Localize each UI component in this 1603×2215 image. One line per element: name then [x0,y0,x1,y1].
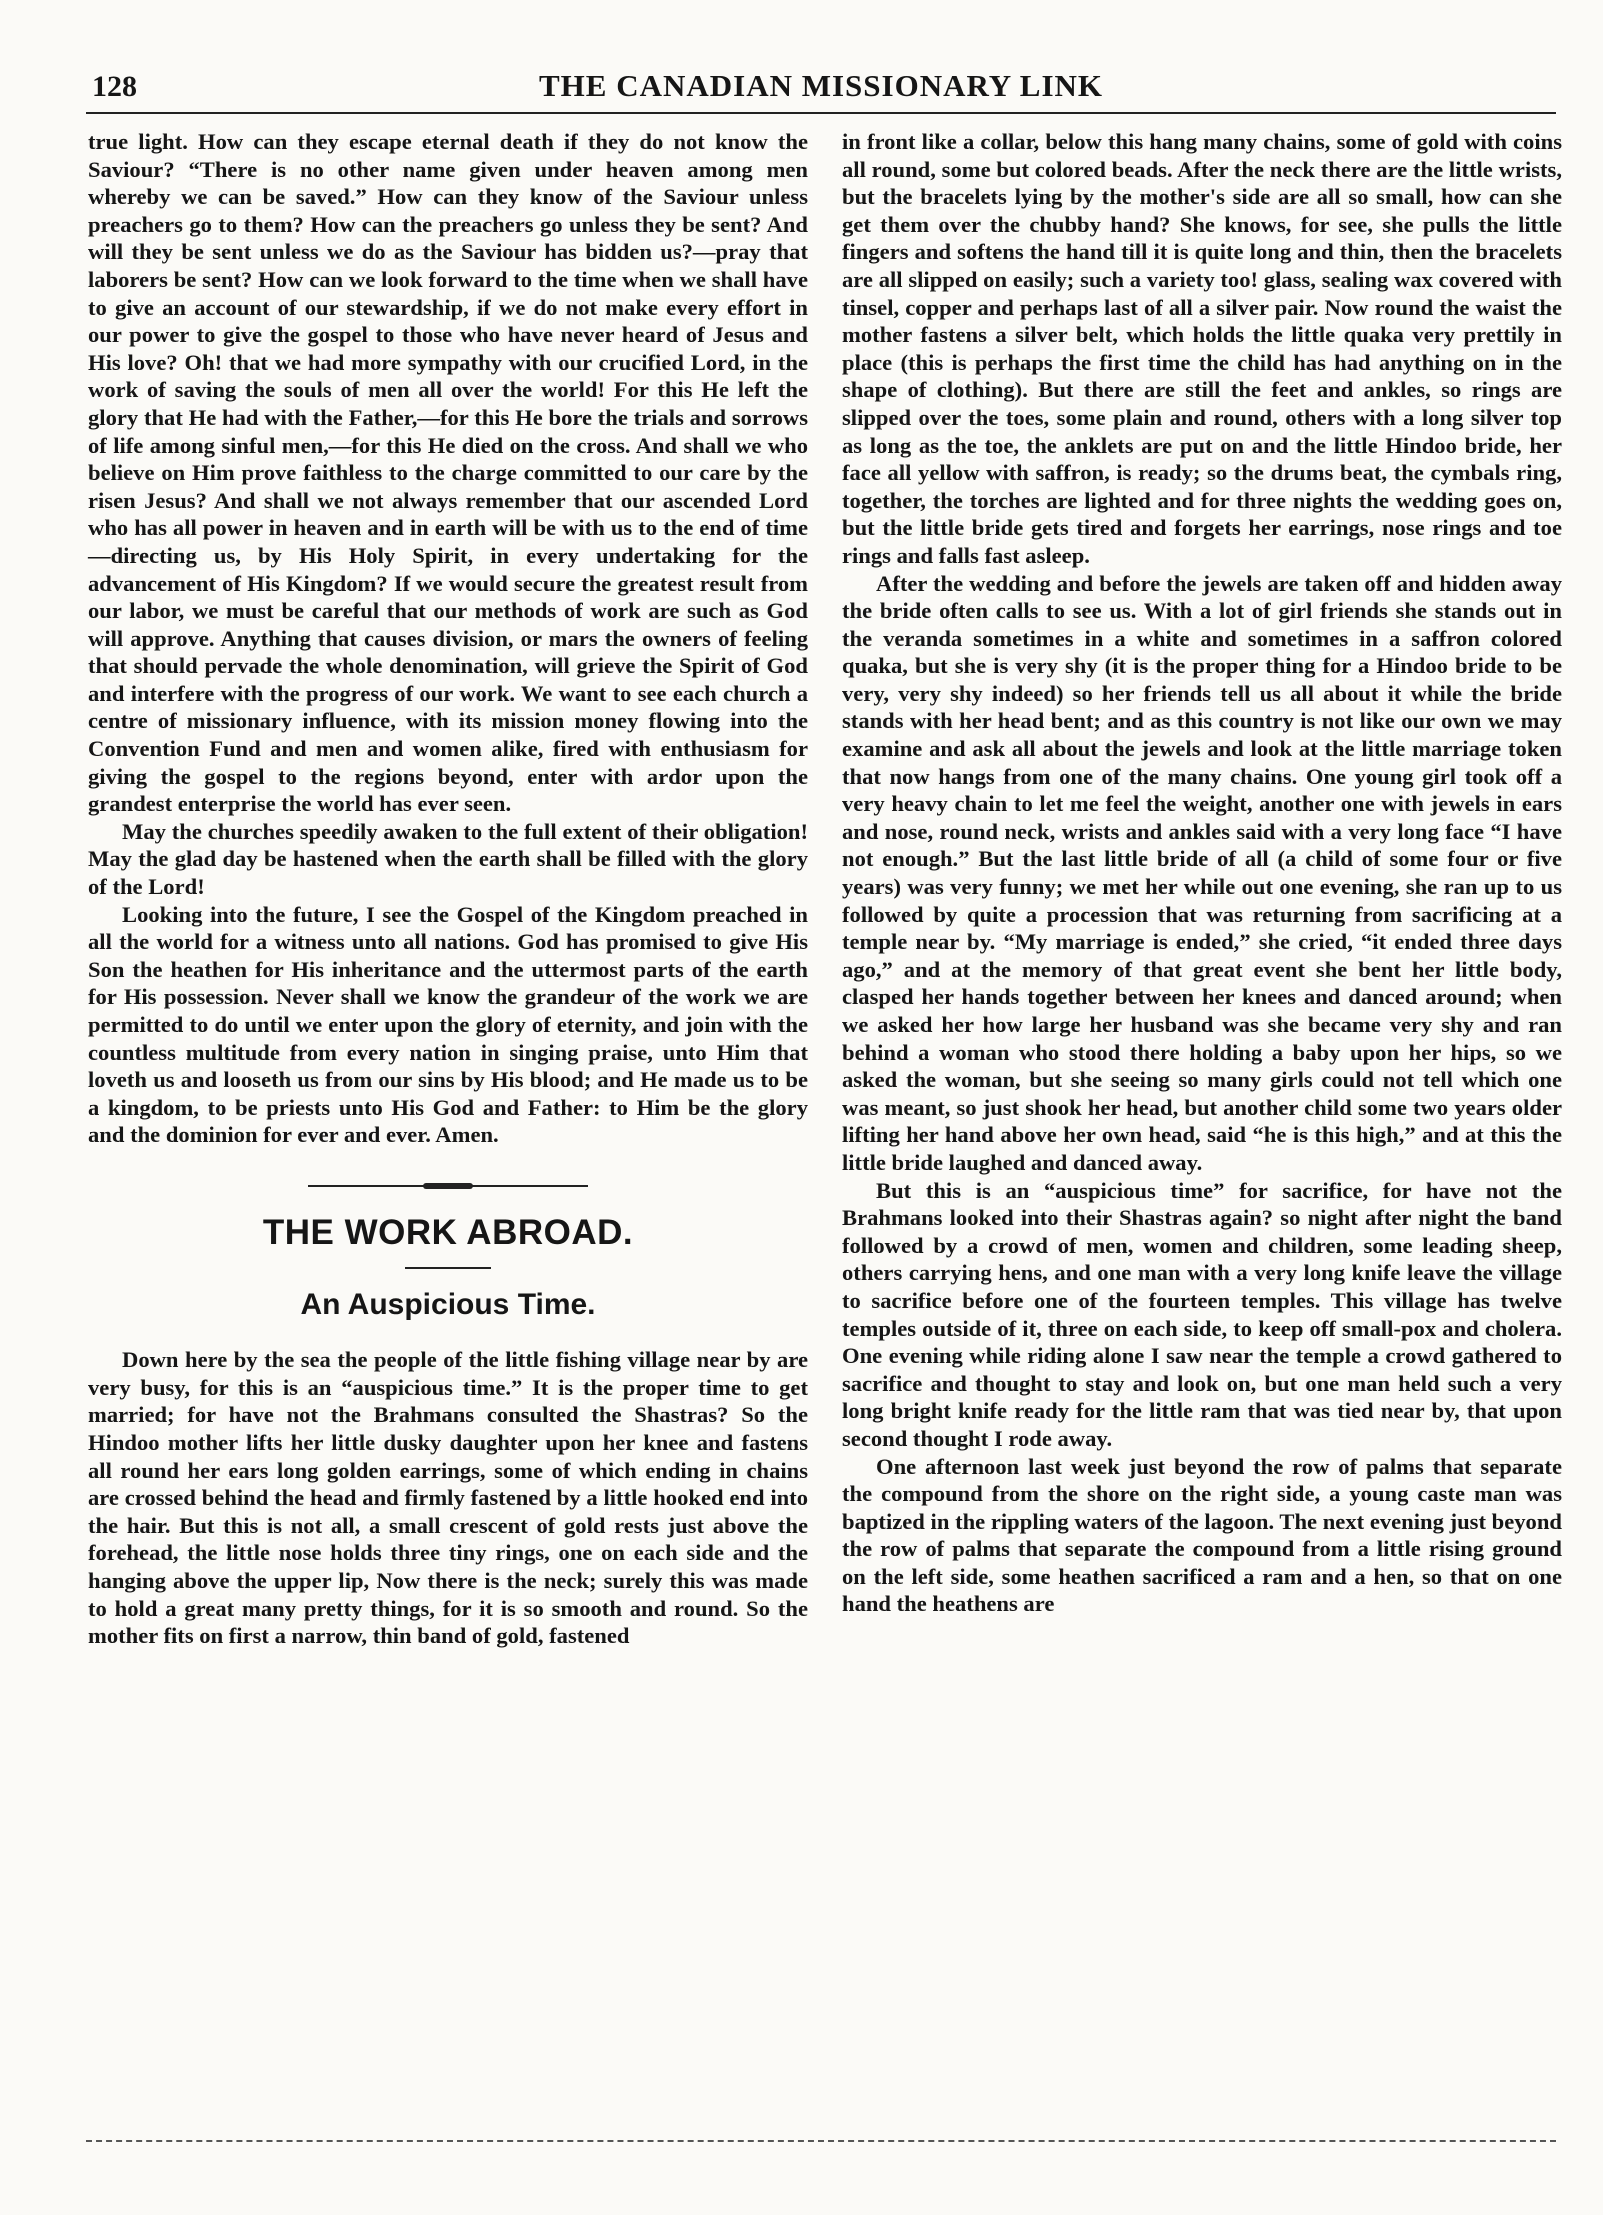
right-column [842,128,1562,1618]
ornamental-divider [308,1183,588,1189]
paragraph: in front like a collar, below this hang many chains, some of gold with coins all round, some but colored beads. After the neck there are the little wrists, but the bracelets lying by the mother's side are all so small, how can she get them over the chubby hand? She knows, for see, she pulls the little fingers and softens the hand till it is quite long and thin, then the bracelets are all slipped on easily; such a variety too! glass, sealing wax covered with tinsel, copper and perhaps last of all a silver pair. Now round the waist the mother fastens a silver belt, which holds the little quaka very prettily in place (this is perhaps the first time the child has had anything on in the shape of clothing). But there are still the feet and ankles, so rings are slipped over the toes, some plain and round, others with a long silver top as long as the toe, the anklets are put on and the little Hindoo bride, her face all yellow with saffron, is ready; so the drums beat, the cymbals ring, together, the torches are lighted and for three nights the wedding goes on, but the little bride gets tired and forgets her earrings, nose rings and toe rings and falls fast asleep. [842,129,1562,568]
article-title: An Auspicious Time. [300,1287,596,1321]
paragraph: Looking into the future, I see the Gospel of the Kingdom preached in all the world for a witness unto all nations. God has promised to give His Son the heathen for His inheritance and the uttermost parts of the earth for His possession. Never shall we know the grandeur of the work we are permitted to do until we enter upon the glory of eternity, and join with the countless multitude from every nation in singing praise, unto Him that loveth us and looseth us from our sins by His blood; and He made us to be a kingdom, to be priests unto His God and Father: to Him be the glory and the dominion for ever and ever. Amen. [88,901,808,1148]
short-divider [405,1267,491,1269]
page-number: 128 [92,70,137,103]
bottom-divider [86,2140,1556,2142]
page-header [86,66,1556,114]
paragraph: Down here by the sea the people of the little fishing village near by are very busy, for this is an “auspicious time.” It is the proper time to get married; for have not the Brahmans consulted the Shastras? So the Hindoo mother lifts her little dusky daughter upon her knee and fastens all round her ears long golden earrings, some of which ending in chains are crossed behind the head and firmly fastened by a little hooked end into the hair. But this is not all, a small crescent of gold rests just above the forehead, the little nose holds three tiny rings, one on each side and the hanging above the upper lip, Now there is the neck; surely this was made to hold a great many pretty things, for it is so smooth and round. So the mother fits on first a narrow, thin band of gold, fastened [88,1347,808,1649]
paragraph: But this is an “auspicious time” for sacrifice, for have not the Brahmans looked into their Shastras again? so night after night the band followed by a crowd of men, women and children, some leading sheep, others carrying hens, and one man with a very long knife leave the village to sacrifice before one of the fourteen temples. This village has twelve temples outside of it, three on each side, to keep off small-pox and cholera. One evening while riding alone I saw near the temple a crowd gathered to sacrifice and thought to stay and look on, but one man held such a very long bright knife ready for the little ram that was tied near by, that upon second thought I rode away. [842,1177,1562,1451]
paragraph: One afternoon last week just beyond the row of palms that separate the compound from the shore on the right side, a young caste man was baptized in the rippling waters of the lagoon. The next evening just beyond the row of palms that separate the compound from a little rising ground on the left side, some heathen sacrificed a ram and a hen, so that on one hand the heathens are [842,1453,1562,1617]
publication-title: THE CANADIAN MISSIONARY LINK [538,68,1104,103]
paragraph: true light. How can they escape eternal death if they do not know the Saviour? “There is no other name given under heaven among men whereby we can be saved.” How can they know of the Saviour unless preachers go to them? How can the preachers go unless they be sent? And will they be sent unless we do as the Saviour has bidden us?—pray that laborers be sent? How can we look forward to the time when we shall have to give an account of our stewardship, if we do not make every effort in our power to give the gospel to those who have never heard of Jesus and His love? Oh! that we had more sympathy with our crucified Lord, in the work of saving the souls of men all over the world! For this He left the glory that He had with the Father,—for this He bore the trials and sorrows of life among sinful men,—for this He died on the cross. And shall we who believe on Him prove faithless to the charge committed to our care by the risen Jesus? And shall we not always remember that our ascended Lord who has all power in heaven and in earth will be with us to the end of time—directing us, by His Holy Spirit, in every undertaking for the advancement of His Kingdom? If we would secure the greatest result from our labor, we must be careful that our methods of work are such as God will approve. Anything that causes division, or mars the owners of feeling that should pervade the whole denomination, will grieve the Spirit of God and interfere with the progress of our work. We want to see each church a centre of missionary influence, with its mission money flowing into the Convention Fund and men and women alike, fired with enthusiasm for giving the gospel to the regions beyond, enter with ardor upon the grandest enterprise the world has ever seen. [88,129,808,817]
paragraph: After the wedding and before the jewels are taken off and hidden away the bride often calls to see us. With a lot of girl friends she stands out in the veranda sometimes in a white and sometimes in a saffron colored quaka, but she is very shy (it is the proper thing for a Hindoo bride to be very, very shy indeed) so her friends tell us all about it while the bride stands with her head bent; and as this country is not like our own we may examine and ask all about the jewels and look at the little marriage token that now hangs from one of the many chains. One young girl took off a very heavy chain to let me feel the weight, another one with jewels in ears and nose, round neck, wrists and ankles said with a very long face “I have not enough.” But the last little bride of all (a child of some four or five years) was very funny; we met her while out one evening, she ran up to us followed by quite a procession that was returning from sacrificing at a temple near by. “My marriage is ended,” she cried, “it ended three days ago,” and at the memory of that great event she bent her little body, clasped her hands together between her knees and danced around; when we asked her how large her husband was she became very shy and ran behind a woman who stood there holding a baby upon her hips, so we asked the woman, but she seeing so many girls could not tell which one was meant, so just shook her head, but another child some two years older lifting her hand above her own head, said “he is this high,” and at this the little bride laughed and danced away. [842,570,1562,1175]
section-heading: THE WORK ABROAD. [262,1212,634,1252]
left-column [88,128,808,1650]
paragraph: May the churches speedily awaken to the full extent of their obligation! May the glad day be hastened when the earth shall be filled with the glory of the Lord! [88,818,808,900]
